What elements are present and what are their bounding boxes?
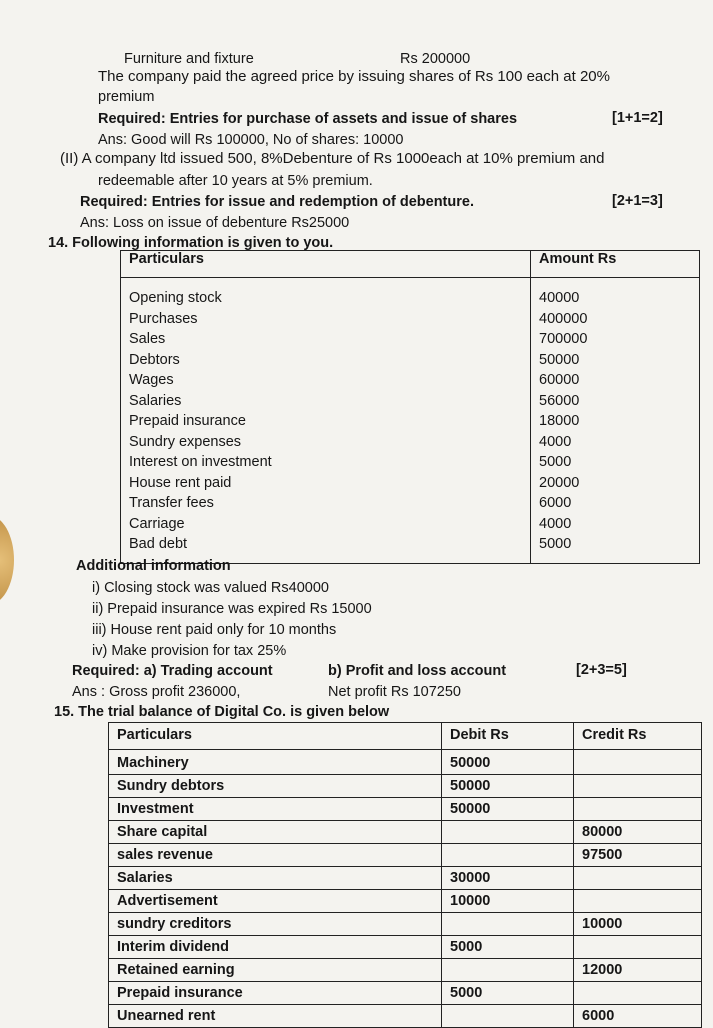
coin-edge-decoration xyxy=(0,515,14,605)
q15-row-label: Sundry debtors xyxy=(109,775,442,798)
required-2: Required: Entries for issue and redemption of debenture. xyxy=(80,194,474,210)
q15-row xyxy=(109,750,702,775)
furniture-label: Furniture and fixture xyxy=(124,51,254,67)
q15-row-credit xyxy=(574,936,702,959)
q15-row-debit: 50000 xyxy=(442,750,574,775)
q15-row xyxy=(109,913,702,936)
q14-marks: [2+3=5] xyxy=(576,662,627,678)
q15-col-particulars: Particulars xyxy=(109,723,442,750)
furniture-value: Rs 200000 xyxy=(400,51,471,67)
answer-2: Ans: Loss on issue of debenture Rs25000 xyxy=(80,215,350,231)
q15-row-debit xyxy=(442,1005,574,1028)
q14-item-label: Opening stock xyxy=(129,290,222,306)
q14-item-label: Transfer fees xyxy=(129,495,214,511)
q15-row xyxy=(109,1005,702,1028)
q15-row-debit xyxy=(442,844,574,867)
q14-answer-b: Net profit Rs 107250 xyxy=(328,684,461,700)
q14-item-amount: 4000 xyxy=(539,515,572,532)
q15-row-credit xyxy=(574,775,702,798)
q15-header-row xyxy=(109,723,702,750)
required-1: Required: Entries for purchase of assets and issue of shares xyxy=(98,111,518,127)
q15-row-label: Advertisement xyxy=(109,890,442,913)
q15-row-debit: 30000 xyxy=(442,867,574,890)
q15-row xyxy=(109,867,702,890)
q15-row-debit xyxy=(442,821,574,844)
q14-item-amount: 5000 xyxy=(539,454,572,470)
q14-item-amount: 4000 xyxy=(539,433,572,450)
q15-col-debit: Debit Rs xyxy=(442,723,574,750)
q14-body-row xyxy=(121,278,700,564)
additional-info-item: ii) Prepaid insurance was expired Rs 15000 xyxy=(92,601,372,617)
q14-item-amount: 60000 xyxy=(539,372,580,388)
q14-item-label: Bad debt xyxy=(129,536,188,552)
answer-1: Ans: Good will Rs 100000, No of shares: 10000 xyxy=(98,132,404,148)
q15-row-debit: 10000 xyxy=(442,890,574,913)
part-ii-line-1: (II) A company ltd issued 500, 8%Debenture of Rs 1000each at 10% premium and xyxy=(60,150,605,167)
marks-2: [2+1=3] xyxy=(612,193,663,209)
q15-row-debit xyxy=(442,959,574,982)
q14-item-amount: 6000 xyxy=(539,495,572,511)
q15-row-label: Prepaid insurance xyxy=(109,982,442,1005)
q14-item-amount: 20000 xyxy=(539,474,580,491)
q15-row-credit: 97500 xyxy=(574,844,702,867)
q15-row xyxy=(109,982,702,1005)
q15-row-credit xyxy=(574,750,702,775)
marks-1: [1+1=2] xyxy=(612,110,663,126)
q14-header-row xyxy=(121,251,700,278)
part-ii-line-2: redeemable after 10 years at 5% premium. xyxy=(98,173,373,189)
q14-heading: 14. Following information is given to you. xyxy=(48,235,334,251)
q14-item-label: Prepaid insurance xyxy=(129,413,246,429)
q15-row-debit: 5000 xyxy=(442,936,574,959)
q14-required-a: Required: a) Trading account xyxy=(72,663,273,679)
q15-row-debit: 50000 xyxy=(442,775,574,798)
q15-row-debit: 50000 xyxy=(442,798,574,821)
q14-item-amount: 18000 xyxy=(539,413,580,429)
additional-info-item: iv) Make provision for tax 25% xyxy=(92,643,287,659)
q15-row xyxy=(109,775,702,798)
q14-col-amount: Amount Rs xyxy=(531,251,700,278)
q15-row xyxy=(109,936,702,959)
q14-item-label: Sales xyxy=(129,331,166,347)
q14-item-label: Sundry expenses xyxy=(129,433,242,450)
q15-row-credit xyxy=(574,867,702,890)
q15-row-debit: 5000 xyxy=(442,982,574,1005)
q15-row-credit xyxy=(574,982,702,1005)
q15-row xyxy=(109,890,702,913)
q15-row-label: Retained earning xyxy=(109,959,442,982)
q15-row-credit: 6000 xyxy=(574,1005,702,1028)
q14-required-b: b) Profit and loss account xyxy=(328,663,507,679)
q15-table xyxy=(108,722,702,1028)
q15-row-label: Salaries xyxy=(109,867,442,890)
q14-item-label: Carriage xyxy=(129,515,185,532)
q14-item-amount: 5000 xyxy=(539,536,572,552)
q15-row-label: Investment xyxy=(109,798,442,821)
q15-row-label: Interim dividend xyxy=(109,936,442,959)
q14-item-label: Salaries xyxy=(129,392,182,409)
q15-row xyxy=(109,798,702,821)
additional-info-heading: Additional information xyxy=(76,558,231,574)
q14-item-label: Interest on investment xyxy=(129,454,272,470)
q14-col-particulars: Particulars xyxy=(121,251,531,278)
q15-row xyxy=(109,844,702,867)
q15-row-debit xyxy=(442,913,574,936)
q15-row-label: sundry creditors xyxy=(109,913,442,936)
q15-row-label: Machinery xyxy=(109,750,442,775)
q14-amount-list xyxy=(531,278,700,564)
q15-row-credit xyxy=(574,798,702,821)
paid-line-2: premium xyxy=(98,89,155,105)
q15-row-label: Share capital xyxy=(109,821,442,844)
paid-line-1: The company paid the agreed price by issuing shares of Rs 100 each at 20% xyxy=(98,68,610,85)
q15-row-credit: 80000 xyxy=(574,821,702,844)
q14-item-label: Debtors xyxy=(129,351,180,368)
q14-particulars-list xyxy=(121,278,531,564)
q14-item-amount: 400000 xyxy=(539,310,588,327)
q15-row xyxy=(109,821,702,844)
q14-table xyxy=(120,250,700,564)
q14-item-label: Wages xyxy=(129,372,174,388)
q14-item-label: House rent paid xyxy=(129,474,232,491)
q14-item-amount: 40000 xyxy=(539,290,580,306)
q15-row-credit: 12000 xyxy=(574,959,702,982)
q14-item-amount: 56000 xyxy=(539,392,580,409)
q14-item-amount: 50000 xyxy=(539,351,580,368)
q15-row xyxy=(109,959,702,982)
q15-col-credit: Credit Rs xyxy=(574,723,702,750)
q15-row-credit xyxy=(574,890,702,913)
q14-item-label: Purchases xyxy=(129,310,198,327)
q15-row-label: Unearned rent xyxy=(109,1005,442,1028)
additional-info-item: i) Closing stock was valued Rs40000 xyxy=(92,580,329,596)
q15-row-label: sales revenue xyxy=(109,844,442,867)
q15-heading: 15. The trial balance of Digital Co. is given below xyxy=(54,704,390,720)
q15-row-credit: 10000 xyxy=(574,913,702,936)
q14-answer-a: Ans : Gross profit 236000, xyxy=(72,684,241,700)
additional-info-item: iii) House rent paid only for 10 months xyxy=(92,622,337,638)
q14-item-amount: 700000 xyxy=(539,331,588,347)
